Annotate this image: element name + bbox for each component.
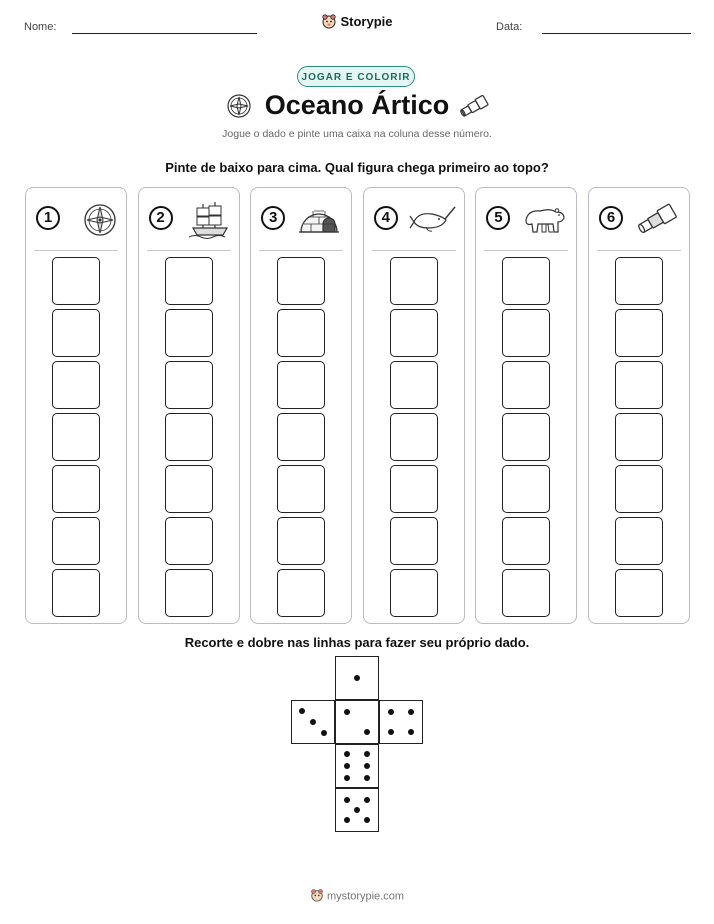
color-box[interactable] — [502, 465, 550, 513]
color-box[interactable] — [615, 413, 663, 461]
activity-badge: JOGAR E COLORIR — [297, 66, 415, 87]
color-box[interactable] — [165, 361, 213, 409]
die-pip — [364, 751, 370, 757]
die-pip — [344, 775, 350, 781]
die-pip — [344, 751, 350, 757]
die-pip — [344, 797, 350, 803]
color-box[interactable] — [502, 257, 550, 305]
column-number: 6 — [599, 206, 623, 230]
color-box[interactable] — [52, 517, 100, 565]
die-pip — [364, 775, 370, 781]
die-pip — [408, 729, 414, 735]
color-box[interactable] — [502, 413, 550, 461]
color-box[interactable] — [165, 257, 213, 305]
footer — [0, 888, 714, 905]
color-box[interactable] — [390, 257, 438, 305]
color-box[interactable] — [615, 361, 663, 409]
color-box[interactable] — [615, 309, 663, 357]
color-box[interactable] — [615, 569, 663, 617]
die-pip — [321, 730, 327, 736]
color-box[interactable] — [277, 257, 325, 305]
color-box[interactable] — [502, 517, 550, 565]
die-face-6 — [335, 744, 379, 788]
color-box[interactable] — [390, 569, 438, 617]
color-box[interactable] — [277, 413, 325, 461]
die-pip — [364, 817, 370, 823]
color-box[interactable] — [277, 569, 325, 617]
die-pip — [388, 729, 394, 735]
column-number: 1 — [36, 206, 60, 230]
die-face-1 — [335, 656, 379, 700]
color-box[interactable] — [52, 309, 100, 357]
color-box[interactable] — [165, 309, 213, 357]
spyglass-icon — [458, 92, 490, 120]
color-box[interactable] — [52, 465, 100, 513]
die-face-2 — [335, 700, 379, 744]
color-box[interactable] — [277, 309, 325, 357]
column-divider — [372, 250, 456, 251]
color-box[interactable] — [502, 569, 550, 617]
spyglass-icon — [633, 198, 681, 240]
name-label: Nome: — [24, 21, 57, 33]
die-pip — [364, 797, 370, 803]
die-pip — [344, 817, 350, 823]
column-1 — [25, 187, 127, 624]
narwhal-icon — [408, 198, 456, 240]
color-box[interactable] — [52, 257, 100, 305]
column-2 — [138, 187, 240, 624]
polar-bear-icon — [520, 198, 568, 240]
column-divider — [597, 250, 681, 251]
die-pip — [354, 807, 360, 813]
storypie-logo-icon — [321, 13, 337, 32]
column-number: 4 — [374, 206, 398, 230]
brand-name: Storypie — [340, 13, 393, 29]
color-box[interactable] — [165, 413, 213, 461]
color-box[interactable] — [615, 257, 663, 305]
instruction: Pinte de baixo para cima. Qual figura chega primeiro ao topo? — [165, 160, 549, 175]
die-pip — [344, 763, 350, 769]
column-number: 5 — [486, 206, 510, 230]
color-box[interactable] — [390, 309, 438, 357]
column-number: 3 — [261, 206, 285, 230]
column-number: 2 — [149, 206, 173, 230]
name-line — [72, 33, 257, 34]
color-box[interactable] — [52, 361, 100, 409]
color-box[interactable] — [52, 569, 100, 617]
color-box[interactable] — [390, 361, 438, 409]
color-box[interactable] — [390, 517, 438, 565]
subtitle: Jogue o dado e pinte uma caixa na coluna desse número. — [222, 128, 492, 140]
color-box[interactable] — [390, 465, 438, 513]
column-divider — [484, 250, 568, 251]
die-pip — [299, 708, 305, 714]
compass-icon — [70, 198, 118, 240]
column-divider — [34, 250, 118, 251]
color-box[interactable] — [502, 361, 550, 409]
date-label: Data: — [496, 21, 523, 33]
column-divider — [259, 250, 343, 251]
color-box[interactable] — [165, 569, 213, 617]
die-face-3 — [291, 700, 335, 744]
brand — [0, 13, 714, 32]
color-box[interactable] — [615, 517, 663, 565]
column-5 — [475, 187, 577, 624]
page-title: Oceano Ártico — [264, 90, 450, 120]
die-pip — [364, 763, 370, 769]
die-face-5 — [335, 788, 379, 832]
column-divider — [147, 250, 231, 251]
color-box[interactable] — [165, 517, 213, 565]
color-box[interactable] — [277, 361, 325, 409]
color-box[interactable] — [502, 309, 550, 357]
die-pip — [364, 729, 370, 735]
column-4 — [363, 187, 465, 624]
date-line — [542, 33, 691, 34]
die-pip — [354, 675, 360, 681]
color-box[interactable] — [52, 413, 100, 461]
die-pip — [388, 709, 394, 715]
igloo-icon — [295, 198, 343, 240]
color-box[interactable] — [165, 465, 213, 513]
color-box[interactable] — [615, 465, 663, 513]
storypie-logo-icon — [310, 888, 324, 905]
die-pip — [408, 709, 414, 715]
column-3 — [250, 187, 352, 624]
die-pip — [344, 709, 350, 715]
die-instruction: Recorte e dobre nas linhas para fazer seu próprio dado. — [184, 635, 530, 650]
footer-url: mystorypie.com — [326, 890, 405, 903]
die-face-4 — [379, 700, 423, 744]
column-6 — [588, 187, 690, 624]
ship-icon — [183, 198, 231, 240]
color-box[interactable] — [277, 465, 325, 513]
color-box[interactable] — [277, 517, 325, 565]
color-box[interactable] — [390, 413, 438, 461]
die-pip — [310, 719, 316, 725]
